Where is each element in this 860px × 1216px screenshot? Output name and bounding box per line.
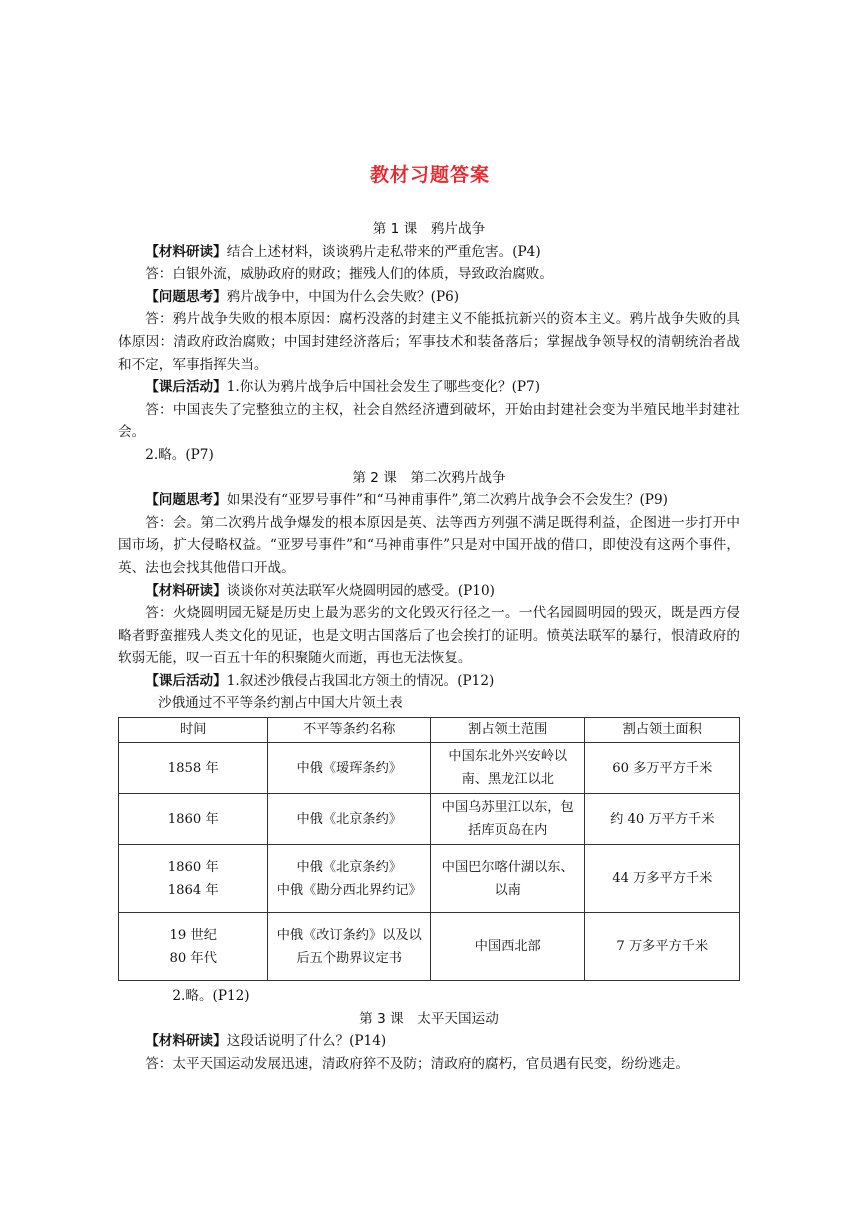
lesson-1-answer-1: 答：白银外流，威胁政府的财政；摧残人们的体质，导致政治腐败。 (145, 266, 553, 283)
lesson-2-question-1 (118, 489, 740, 512)
lesson-1-heading: 第 1 课 鸦片战争 (372, 221, 486, 237)
question-tag: 【材料研读】 (145, 1033, 227, 1050)
table-cell: 约 40 万平方千米 (585, 794, 740, 845)
table-row (119, 913, 740, 981)
document-body (118, 218, 740, 1075)
question-tag: 【课后活动】 (145, 672, 227, 689)
question-text: 这段话说明了什么？(P14) (226, 1033, 387, 1050)
lesson-1-answer-2: 答：鸦片战争失败的根本原因：腐朽没落的封建主义不能抵抗新兴的资本主义。鸦片战争失败的具体原因：清政府政治腐败；中国封建经济落后；军事技术和装备落后；掌握战争领导权的清朝统治者战和不定，军事指挥失当。 (118, 311, 740, 373)
lesson-2-answer-1: 答：会。第二次鸦片战争爆发的根本原因是英、法等西方列强不满足既得利益，企图进一步打开中国市场，扩大侵略权益。“亚罗号事件”和“马神甫事件”只是对中国开战的借口，即使没有这两个事件，英、法也会找其他借口开战。 (118, 514, 740, 576)
lesson-1-question-1 (118, 241, 740, 264)
question-text: 1.你认为鸦片战争后中国社会发生了哪些变化？(P7) (226, 379, 540, 396)
lesson-1-question-2 (118, 286, 740, 309)
table-cell: 1858 年 (119, 743, 268, 794)
lesson-2-heading: 第 2 课 第二次鸦片战争 (352, 469, 506, 486)
table-cell: 19 世纪 80 年代 (119, 913, 268, 981)
question-text: 谈谈你对英法联军火烧圆明园的感受。(P10) (226, 582, 495, 599)
lesson-1-question-3 (118, 376, 740, 399)
lesson-2-answer-3b: 2.略。(P12) (172, 988, 250, 1005)
table-cell: 中国巴尔喀什湖以东、以南 (431, 845, 585, 913)
page-title: 教材习题答案 (369, 164, 490, 186)
table-row (119, 794, 740, 845)
table-row (119, 743, 740, 794)
lesson-2-question-3 (118, 670, 740, 693)
table-header-cell: 割占领土面积 (585, 718, 740, 743)
lesson-3-heading: 第 3 课 太平天国运动 (359, 1010, 499, 1027)
lesson-1-answer-3: 答：中国丧失了完整独立的主权，社会自然经济遭到破坏，开始由封建社会变为半殖民地半封建社会。 (118, 401, 740, 441)
question-tag: 【问题思考】 (145, 288, 227, 305)
table-cell: 7 万多平方千米 (585, 913, 740, 981)
lesson-3-question-1 (118, 1030, 740, 1053)
table-header-cell: 时间 (119, 718, 268, 743)
table-cell: 1860 年 1864 年 (119, 845, 268, 913)
table-cell: 60 多万平方千米 (585, 743, 740, 794)
table-row (119, 845, 740, 913)
question-tag: 【问题思考】 (145, 492, 227, 509)
table-cell: 1860 年 (119, 794, 268, 845)
table-header-row (119, 718, 740, 743)
table-cell: 中俄《北京条约》 中俄《勘分西北界约记》 (268, 845, 431, 913)
table-caption: 沙俄通过不平等条约割占中国大片领土表 (158, 695, 403, 712)
question-text: 鸦片战争中，中国为什么会失败？(P6) (226, 288, 460, 305)
table-cell: 中俄《改订条约》以及以后五个勘界议定书 (268, 913, 431, 981)
table-cell: 中国东北外兴安岭以南、黑龙江以北 (431, 743, 585, 794)
question-text: 结合上述材料，谈谈鸦片走私带来的严重危害。(P4) (226, 243, 541, 260)
lesson-3-answer-1: 答：太平天国运动发展迅速，清政府猝不及防；清政府的腐朽，官员遇有民变，纷纷逃走。 (145, 1055, 689, 1072)
question-tag: 【材料研读】 (145, 582, 227, 599)
table-header-cell: 割占领土范围 (431, 718, 585, 743)
table-cell: 中国西北部 (431, 913, 585, 981)
question-tag: 【课后活动】 (145, 379, 227, 396)
question-tag: 【材料研读】 (145, 243, 227, 260)
table-cell: 44 万多平方千米 (585, 845, 740, 913)
question-text: 如果没有“亚罗号事件”和“马神甫事件”,第二次鸦片战争会不会发生？(P9) (226, 492, 668, 509)
table-header-cell: 不平等条约名称 (268, 718, 431, 743)
table-cell: 中国乌苏里江以东，包括库页岛在内 (431, 794, 585, 845)
question-text: 1.叙述沙俄侵占我国北方领土的情况。(P12) (226, 672, 495, 689)
table-cell: 中俄《瑷珲条约》 (268, 743, 431, 794)
lesson-2-answer-2: 答：火烧圆明园无疑是历史上最为恶劣的文化毁灭行径之一。一代名园圆明园的毁灭，既是西方侵略者野蛮摧残人类文化的见证，也是文明古国落后了也会挨打的证明。愤英法联军的暴行，恨清政府的软弱无能，叹一百五十年的积聚随火而逝，再也无法恢复。 (118, 605, 740, 667)
territory-table (118, 717, 740, 981)
table-cell: 中俄《北京条约》 (268, 794, 431, 845)
lesson-1-answer-3b: 2.略。(P7) (145, 446, 214, 463)
lesson-2-question-2 (118, 580, 740, 603)
